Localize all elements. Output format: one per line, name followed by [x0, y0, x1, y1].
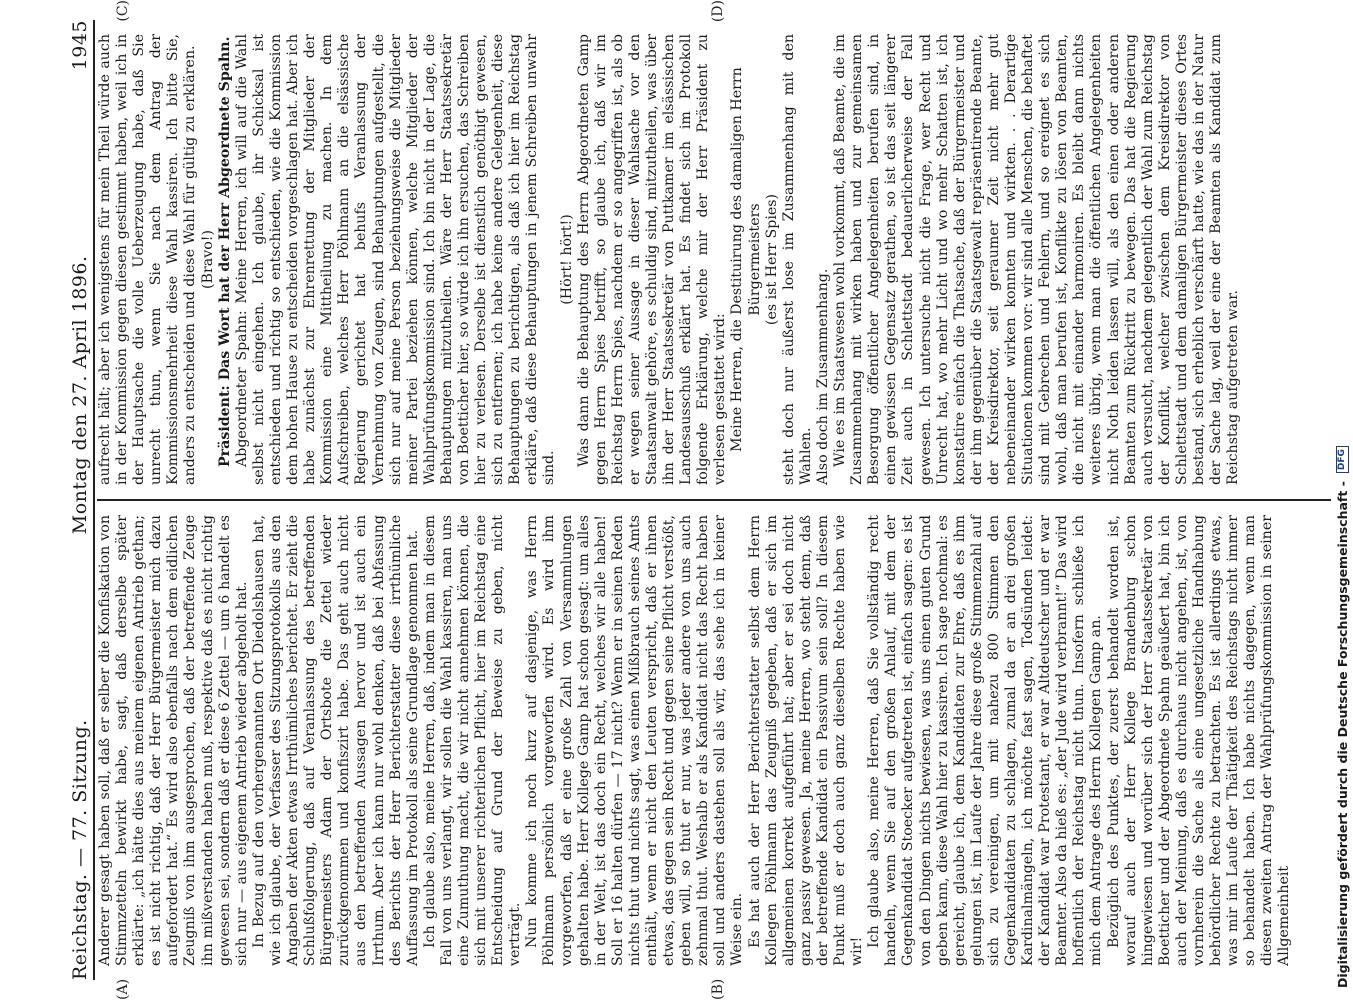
- dfg-logo: DFG: [1336, 446, 1349, 473]
- paragraph: Abgeordneter Spahn: Meine Herren, ich will auf die Wahl selbst nicht eingehen. Ich glaube, ihr Schicksal ist entschieden und richtig so entschieden, wie die Kommission dem hohen Hause zu entscheiden vorgeschlagen hat. Aber ich habe zunächst zur Ehrenrettung der Mitglieder der Kommission eine Mittheilung zu machen. In dem Aufschreiben, welches Herr Pöhlmann an die elsässische Regierung gerichtet hat behufs Veranlassung der Vernehmung von Zeugen, sind Behauptungen aufgestellt, die sich nur auf meine Person beziehungsweise die Mitglieder meiner Partei beziehen können, welche Mitglieder der Wahlprüfungskommission sind. Ich bin nicht in der Lage, die Behauptungen mitzutheilen. Wäre der Herr Staatssekretär von Boetticher hier, so würde ich ihn ersuchen, das Schreiben hier zu verlesen. Derselbe ist dienstlich genöthigt gewesen, sich zu entfernen; ich habe keine andere Gelegenheit, diese Behauptungen zu berichtigen, als daß ich hier im Reichstag erkläre, daß diese Behauptungen in jenem Schreiben unwahr sind.: [233, 34, 558, 485]
- left-column: [97, 501, 1345, 980]
- paragraph: Ich glaube also, meine Herren, daß Sie vollständig recht handeln, wenn Sie auf den großen Anlauf, mit dem der Gegenkandidat Stoecker aufgetreten ist, einfach sagen: es ist von den Dingen nichts bewiesen, was uns einen guten Grund geben kann, diese Wahl hier zu kassiren. Ich sage nochmal: es gereicht, glaube ich, dem Kandidaten zur Ehre, daß es ihm gelungen ist, im Laufe der Jahre diese große Stimmenzahl auf sich zu vereinigen, um mit nahezu 800 Stimmen den Gegenkandidaten zu schlagen, zumal da er an drei großen Kardinalmängeln, ich möchte fast sagen, Todsünden leidet: der Kandidat war Protestant, er war Altdeutscher und er war Beamter. Also da hieß es: „der Jude wird verbrannt!“ Das wird hoffentlich der Reichstag nicht thun. Insofern schließe ich mich dem Antrage des Herrn Kollegen Gamp an.: [866, 515, 1105, 966]
- footer-credit: [1331, 0, 1353, 1000]
- footer-credit-text: Digitalisierung gefördert durch die Deutsche Forschungsgemeinschaft -: [1334, 481, 1350, 988]
- footer-strip: [1331, 0, 1353, 1000]
- interjection: (Hört! hört!): [558, 214, 575, 305]
- margin-letter-b: (B): [710, 978, 726, 1000]
- paragraph: Anderer gesagt haben soll, daß er selber die Konfiskation von Stimmzetteln bewirkt habe, sagt, daß derselbe später erklärte: „ich hätte dies aus meinem eigenen Antrieb gethan; es ist nicht richtig, daß der Herr Bürgermeister mich dazu aufgefordert hat.“ Es wird also ebenfalls nach dem eidlichen Zeugniß von ihm ausgesprochen, daß der betreffende Zeuge ihn mißverstanden haben muß, respektive daß es nicht richtig gewesen sei, sondern daß er diese 6 Zettel — um 6 handelt es sich nur — aus eigenem Antrieb wieder abgeholt hat.: [97, 515, 250, 966]
- paragraph: Was dann die Behauptung des Herrn Abgeordneten Gamp gegen Herrn Spies betrifft, so glaube ich, daß wir im Reichstag Herrn Spies, nachdem er so angegriffen ist, als ob er wegen seiner Aussage in dieser Wahlsache vor den Staatsanwalt gehöre, es schuldig sind, mitzutheilen, was über ihn der Herr Staatssekretär von Puttkamer im elsässischen Landesausschuß erklärt hat. Es findet sich im Protokoll folgende Erklärung, welche mir der Herr Präsident zu verlesen gestattet wird:: [575, 34, 729, 485]
- page-header: [55, 20, 95, 980]
- speaker-line: Präsident: Das Wort hat der Herr Abgeordnete Spahn.: [216, 36, 233, 467]
- quotation: steht doch nur äußerst lose im Zusammenhang mit den Wahlen.: [780, 34, 814, 485]
- margin-letter-d: (D): [710, 0, 726, 23]
- paragraph: Also doch im Zusammenhang.: [814, 268, 831, 485]
- newspaper-page: [55, 0, 1353, 1000]
- header-left: Reichstag. — 77. Sitzung.: [69, 719, 91, 980]
- quotation: Wie es im Staatswesen wohl vorkommt, daß Beamte, die im Zusammenhang mit wirken haben und zur gemeinsamen Besorgung öffentlicher Angelegenheiten berufen sind, in einen gewissen Gegensatz gerathen, so ist das seit längerer Zeit auch in Schlettstadt bedauerlicherweise der Fall gewesen. Ich untersuche nicht die Frage, wer Recht und Unrecht hat, wo mehr Licht und wo mehr Schatten ist, ich konstatire einfach die Thatsache, daß der Bürgermeister und der ihm gegenüber die Staatsgewalt repräsentirende Beamte, der Kreisdirektor, seit geraumer Zeit nicht mehr gut nebeneinander wirken konnten und wirkten. . . Derartige Situationen kommen vor: wir sind alle Menschen, die behaftet sind mit Gebrechen und Fehlern, und so ereignet es sich wohl, daß man berufen ist, Konflikte zu lösen von Beamten, die nicht mit einander harmoniren. Es bleibt dann nichts weiteres übrig, wenn man die öffentlichen Angelegenheiten nicht Noth leiden lassen will, als den einen oder anderen Beamten zum Rücktritt zu bewegen. Das hat die Regierung auch versucht, nachdem gelegentlich der Wahl zum Reichstag der Konflikt, welcher zwischen dem Kreisdirektor von Schlettstadt und dem damaligen Bürgermeister dieses Ortes bestand, sich erheblich verschärft hatte, wie das in der Natur der Sache lag, weil der eine der Beamten als Kandidat zum Reichstag aufgetreten war.: [832, 34, 1242, 485]
- column-divider: [97, 499, 1345, 501]
- paragraph: Es hat auch der Herr Berichterstatter selbst dem Herrn Kollegen Pöhlmann das Zeugniß gegeben, daß er sich im allgemeinen korrekt aufgeführt hat; aber er sei doch nicht ganz passiv gewesen. Ja, meine Herren, wo steht denn, daß der betreffende Kandidat ein Passivum sein soll? In diesem Punkt muß er doch auch ganz dieselben Rechte haben wie wir!: [746, 515, 866, 966]
- text-columns: [97, 20, 1345, 980]
- interjection: (Bravo!): [199, 230, 216, 289]
- paragraph: aufrecht hält; aber ich wenigstens für mein Theil würde auch in der Kommission gegen diesen gestimmt haben, weil ich in der Hauptsache die volle Ueberzeugung habe, daß Sie unrecht thun, wenn Sie nach dem Antrag der Kommissionsmehrheit diese Wahl kassiren. Ich bitte Sie, anders zu entscheiden und diese Wahl für gültig zu erklären.: [97, 34, 199, 485]
- paragraph: In Bezug auf den vorhergenannten Ort Diedolshausen hat, wie ich glaube, der Verfasser des Sitzungsprotokolls aus den Angaben der Akten etwas Irrthümliches berichtet. Er zieht die Schlußfolgerung, daß auf Veranlassung des betreffenden Bürgermeisters Adam der Ortsbote die Zettel wieder zurückgenommen und konfiszirt habe. Das geht auch nicht aus den betreffenden Aussagen hervor und ist auch ein Irrthum. Aber ich kann nur wohl denken, daß bei Abfassung des Berichts der Herr Berichterstatter diese irrthümliche Auffassung im Protokoll als seine Grundlage genommen hat.: [250, 515, 421, 966]
- right-column: [97, 20, 1345, 499]
- page-number: 1945: [69, 20, 91, 71]
- paragraph: Nun komme ich noch kurz auf dasjenige, was Herrn Pöhlmann persönlich vorgeworfen wird. Es wird ihm vorgeworfen, daß er eine große Zahl von Versammlungen gehalten habe. Herr Kollege Gamp hat schon gesagt: um alles in der Welt, ist das doch ein Recht, welches wir alle haben! Soll er 16 halten dürfen — 17 nicht? Wenn er in seinen Reden nichts thut und nichts sagt, was einen Mißbrauch seines Amts enthält, wenn er nicht den Leuten verspricht, daß er ihnen etwas, das gegen sein Recht und gegen seine Pflicht verstößt, geben will, so thut er nur, was jeder andere von uns auch zehnmal thut. Weshalb er als Kandidat nicht das Recht haben soll und anders dastehen soll als wir, das sehe ich in keiner Weise ein.: [524, 515, 746, 966]
- quotation: Meine Herren, die Destituirung des damaligen Herrn Bürgermeisters: [729, 67, 763, 452]
- paragraph: Ich glaube also, meine Herren, daß, indem man in diesem Fall von uns verlangt, wir sollen die Wahl kassiren, man uns eine Zumuthung macht, die wir nicht annehmen können, die sich mit unserer richterlichen Pflicht, hier im Reichstag eine Entscheidung auf Grund der Beweise zu geben, nicht verträgt.: [421, 515, 524, 966]
- paragraph: Bezüglich des Punktes, der zuerst behandelt worden ist, worauf auch der Herr Kollege Brandenburg schon hingewiesen und worüber sich der Herr Staatssekretär von Boetticher und der Abgeordnete Spahn geäußert hat, bin ich auch der Meinung, daß es durchaus nicht angehen, ist, von vornherein die Sache als eine ungesetzliche Handhabung behördlicher Rechte zu betrachten. Es ist allerdings etwas, was mir im Laufe der Thätigkeit des Reichstags nicht immer so behandelt haben. Ich habe nichts dagegen, wenn man diesen zweiten Antrag der Wahlprüfungskommission in seiner Allgemeinheit: [1105, 515, 1293, 966]
- header-date: Montag den 27. April 1896.: [69, 255, 91, 535]
- margin-letter-a: (A): [115, 978, 131, 1000]
- parenthetical: (es ist Herr Spies): [763, 193, 780, 326]
- margin-letter-c: (C): [115, 0, 131, 22]
